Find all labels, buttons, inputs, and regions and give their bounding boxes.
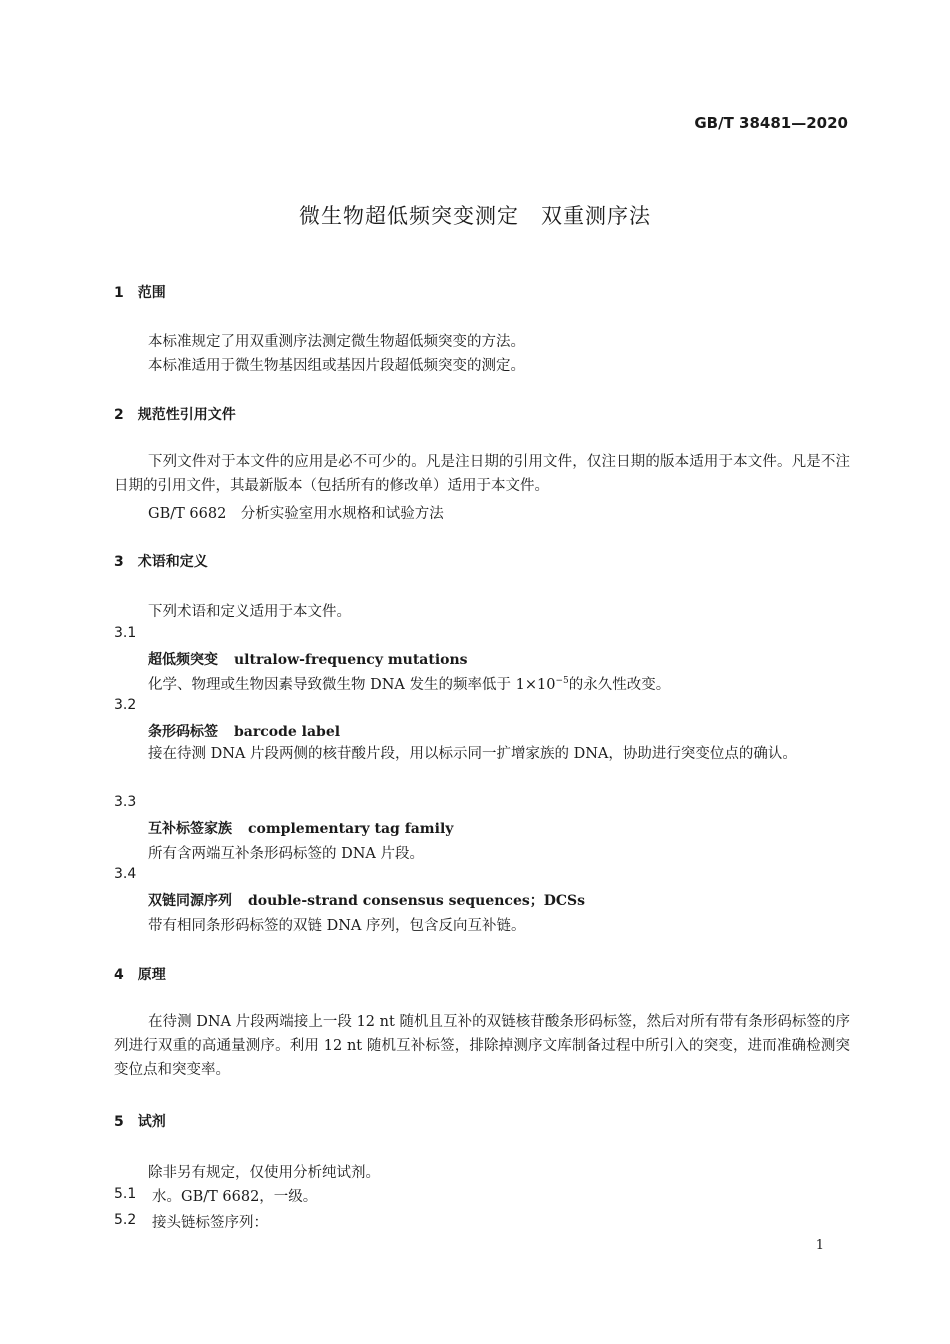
term-zh: 互补标签家族 xyxy=(148,821,232,837)
principle-paragraph: 在待测 DNA 片段两端接上一段 12 nt 随机且互补的双链核苷酸条形码标签，然后对所有带有条形码标签的序列进行双重的高通量测序。利用 12 nt 随机互补标签，排除掉测序文库制备过程中所引入的突变，进而准确检测突变位点和突变率。 xyxy=(114,1014,850,1078)
term-en: double-strand consensus sequences；DCSs xyxy=(248,893,586,909)
term-en: complementary tag family xyxy=(248,821,454,837)
term-zh: 双链同源序列 xyxy=(148,893,232,909)
term-zh: 超低频突变 xyxy=(148,652,218,668)
section-heading-reagents: 5 试剂 xyxy=(114,1114,166,1130)
document-title: 微生物超低频突变测定 双重测序法 xyxy=(299,204,651,228)
term-definition: 所有含两端互补条形码标签的 DNA 片段。 xyxy=(148,846,425,862)
term-number: 3.2 xyxy=(114,697,137,713)
term-zh: 条形码标签 xyxy=(148,724,218,740)
term-definition: 接在待测 DNA 片段两侧的核苷酸片段，用以标示同一扩增家族的 DNA，协助进行突变位点的确认。 xyxy=(148,746,797,762)
term-number: 3.4 xyxy=(114,866,137,882)
reference-gbt-6682: GB/T 6682 分析实验室用水规格和试验方法 xyxy=(148,506,444,522)
scope-paragraph-1: 本标准规定了用双重测序法测定微生物超低频突变的方法。 xyxy=(148,334,525,350)
definition-text: 的永久性改变。 xyxy=(568,677,671,693)
standard-code: GB/T 38481—2020 xyxy=(694,114,848,132)
terms-intro: 下列术语和定义适用于本文件。 xyxy=(148,604,351,620)
definition-text: 化学、物理或生物因素导致微生物 DNA 发生的频率低于 1×10 xyxy=(148,677,556,693)
section-heading-terms: 3 术语和定义 xyxy=(114,554,208,570)
exponent: −5 xyxy=(555,676,569,687)
normative-references-paragraph: 下列文件对于本文件的应用是必不可少的。凡是注日期的引用文件，仅注日期的版本适用于本文件。凡是不注日期的引用文件，其最新版本（包括所有的修改单）适用于本文件。 xyxy=(114,454,850,494)
section-heading-principle: 4 原理 xyxy=(114,967,166,983)
term-heading xyxy=(148,649,468,669)
reagents-intro: 除非另有规定，仅使用分析纯试剂。 xyxy=(148,1165,380,1181)
term-number: 3.1 xyxy=(114,625,137,641)
term-definition xyxy=(148,673,670,694)
term-en: ultralow-frequency mutations xyxy=(234,652,468,668)
scope-paragraph-2: 本标准适用于微生物基因组或基因片段超低频突变的测定。 xyxy=(148,358,525,374)
item-adapter-tag-sequence: 接头链标签序列： xyxy=(152,1215,268,1231)
item-number: 5.2 xyxy=(114,1212,137,1228)
section-heading-normative-references: 2 规范性引用文件 xyxy=(114,407,236,423)
page-number: 1 xyxy=(815,1238,824,1253)
term-heading xyxy=(148,818,453,838)
item-water: 水。GB/T 6682，一级。 xyxy=(152,1189,318,1205)
term-definition: 带有相同条形码标签的双链 DNA 序列，包含反向互补链。 xyxy=(148,918,526,934)
term-heading xyxy=(148,890,585,910)
section-heading-scope: 1 范围 xyxy=(114,285,166,301)
term-en: barcode label xyxy=(234,724,341,740)
item-number: 5.1 xyxy=(114,1186,137,1202)
term-number: 3.3 xyxy=(114,794,137,810)
term-heading xyxy=(148,721,340,741)
